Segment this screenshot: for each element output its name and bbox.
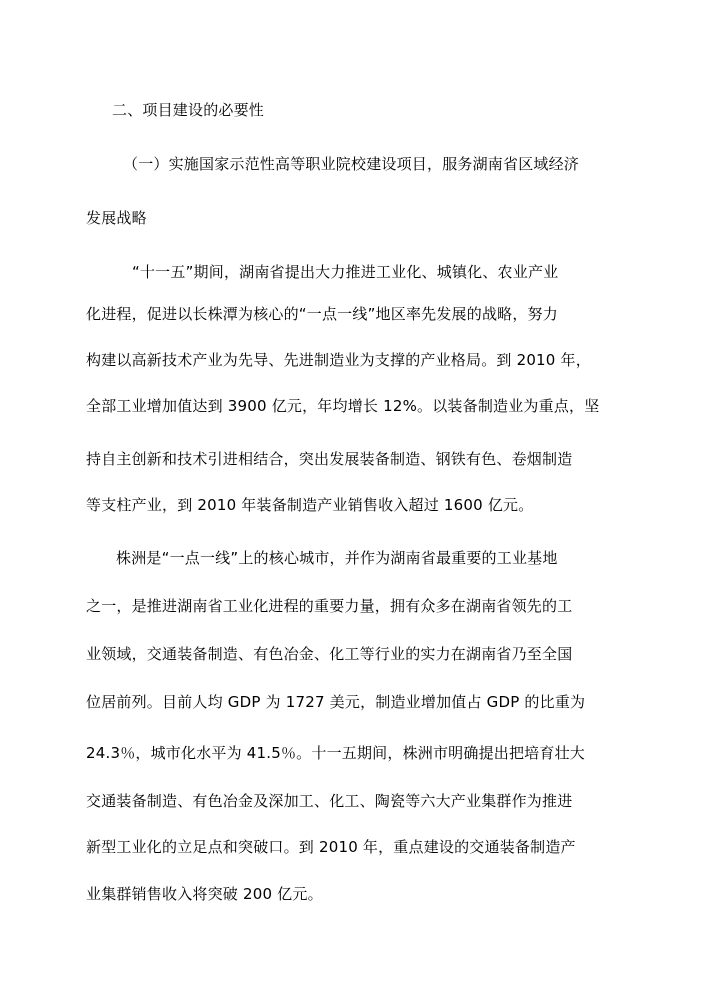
paragraph2-line-5: 24.3％，城市化水平为 41.5％。十一五期间，株洲市明确提出把培育壮大	[86, 744, 585, 762]
subsection-title-line-1: （一）实施国家示范性高等职业院校建设项目，服务湖南省区域经济	[123, 155, 580, 173]
paragraph1-line-2: 化进程，促进以长株潭为核心的“一点一线”地区率先发展的战略，努力	[86, 305, 558, 323]
paragraph2-line-2: 之一，是推进湖南省工业化进程的重要力量，拥有众多在湖南省领先的工	[86, 597, 573, 615]
section-title: 二、项目建设的必要性	[112, 101, 265, 119]
paragraph1-line-6: 等支柱产业，到 2010 年装备制造产业销售收入超过 1600 亿元。	[86, 496, 534, 514]
paragraph2-line-3: 业领域，交通装备制造、有色冶金、化工等行业的实力在湖南省乃至全国	[86, 645, 573, 663]
paragraph2-line-7: 新型工业化的立足点和突破口。到 2010 年，重点建设的交通装备制造产	[86, 838, 576, 856]
paragraph1-line-3: 构建以高新技术产业为先导、先进制造业为支撑的产业格局。到 2010 年，	[86, 351, 591, 369]
paragraph1-line-5: 持自主创新和技术引进相结合，突出发展装备制造、钢铁有色、卷烟制造	[86, 450, 573, 468]
paragraph2-line-1: 株洲是“一点一线”上的核心城市，并作为湖南省最重要的工业基地	[116, 549, 558, 567]
paragraph2-line-6: 交通装备制造、有色冶金及深加工、化工、陶瓷等六大产业集群作为推进	[86, 792, 573, 810]
paragraph1-line-1: “十一五”期间，湖南省提出大力推进工业化、城镇化、农业产业	[132, 263, 559, 281]
paragraph2-line-4: 位居前列。目前人均 GDP 为 1727 美元，制造业增加值占 GDP 的比重为	[86, 693, 586, 711]
subsection-title-line-2: 发展战略	[86, 209, 147, 227]
paragraph2-line-8: 业集群销售收入将突破 200 亿元。	[86, 885, 323, 903]
paragraph1-line-4: 全部工业增加值达到 3900 亿元，年均增长 12%。以装备制造业为重点，坚	[86, 397, 600, 415]
